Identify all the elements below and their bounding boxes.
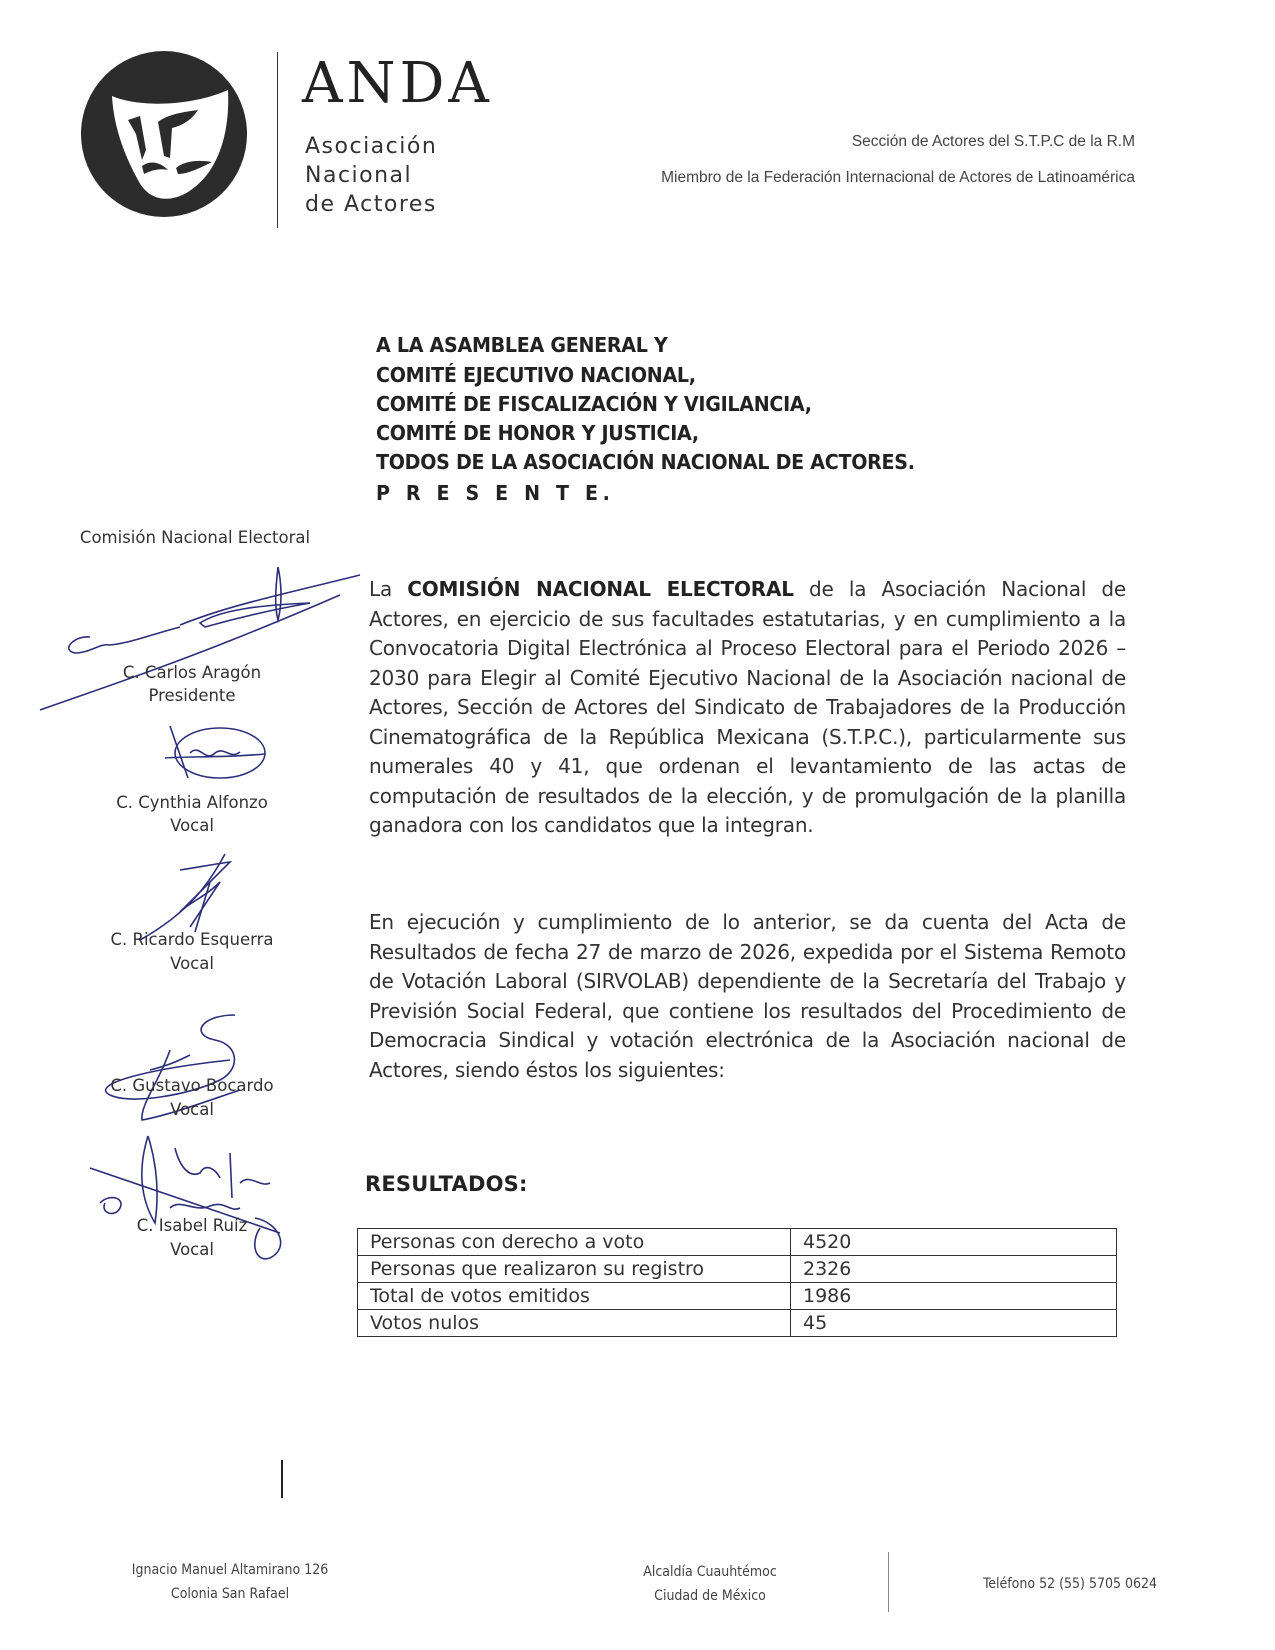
signature-cynthia-alfonzo: [30, 718, 340, 788]
signature-ricardo-esquerra: [30, 852, 340, 942]
footer-address: [100, 1558, 360, 1606]
margin-tick-mark: [281, 1460, 283, 1498]
results-table: [357, 1228, 1117, 1337]
addressee-line: TODOS DE LA ASOCIACIÓN NACIONAL DE ACTORES.: [376, 450, 915, 474]
member-role: Vocal: [170, 954, 214, 973]
member-role: Vocal: [170, 1100, 214, 1119]
table-row: [358, 1256, 1117, 1283]
footer-divider: [888, 1552, 889, 1612]
header-divider: [277, 52, 278, 228]
row-label: Total de votos emitidos: [358, 1283, 791, 1310]
body-paragraph-2: En ejecución y cumplimiento de lo anterior, se da cuenta del Acta de Resultados de fecha 27 de marzo de 2026, expedida por el Sistema Remoto de Votación Laboral (SIRVOLAB) dependiente de la Secretaría del Trabajo y Previsión Social Federal, que contiene los resultados del Procedimiento de Democracia Sindical y votación electrónica de la Asociación nacional de Actores, siendo éstos los siguientes:: [369, 910, 1126, 1082]
row-value: 45: [791, 1310, 1117, 1337]
body-paragraph-1: [369, 575, 1126, 841]
footer-address-line: Colonia San Rafael: [170, 1586, 290, 1602]
row-label: Personas con derecho a voto: [358, 1229, 791, 1256]
row-value: 4520: [791, 1229, 1117, 1256]
table-row: [358, 1229, 1117, 1256]
row-label: Personas que realizaron su registro: [358, 1256, 791, 1283]
footer-city-line: Ciudad de México: [654, 1588, 766, 1604]
member-name: C. Carlos Aragón: [122, 663, 262, 682]
paragraph-text: de la Asociación Nacional de Actores, en ejercicio de sus facultades estatutarias, y en cumplimiento a la Convocatoria Digital Electrónica al Proceso Electoral para el Periodo 2026 – 2030 para Elegir al Comité Ejecutivo Nacional de la Asociación nacional de Actores, Sección de Actores del Sindicato de Trabajadores de la Producción Cinematográfica de la República Mexicana (S.T.P.C.), particularmente sus numerales 40 y 41, que ordenan el levantamiento de las actas de computación de resultados de la elección, y de promulgación de la planilla ganadora con los candidatos que la integran.: [369, 577, 1127, 837]
row-value: 2326: [791, 1256, 1117, 1283]
row-label: Votos nulos: [358, 1310, 791, 1337]
row-value: 1986: [791, 1283, 1117, 1310]
org-name-line: Nacional: [305, 163, 413, 188]
federation-membership: Miembro de la Federación Internacional de Actores de Latinoamérica: [661, 169, 1135, 186]
commission-label: Comisión Nacional Electoral: [79, 528, 311, 547]
section-affiliation: Sección de Actores del S.T.P.C de la R.M: [851, 133, 1135, 150]
presente-line: P R E S E N T E.: [376, 481, 615, 505]
member-role: Presidente: [148, 686, 236, 705]
logo-wordmark: ANDA: [302, 51, 493, 116]
member-name: C. Cynthia Alfonzo: [116, 793, 268, 812]
paragraph-prefix: La: [369, 577, 408, 601]
commission-name-bold: COMISIÓN NACIONAL ELECTORAL: [407, 577, 794, 601]
member-name: C. Ricardo Esquerra: [110, 930, 274, 949]
addressee-line: COMITÉ EJECUTIVO NACIONAL,: [376, 363, 696, 387]
org-name-line: Asociación: [305, 134, 438, 159]
results-heading: RESULTADOS:: [365, 1172, 528, 1196]
member-role: Vocal: [170, 816, 214, 835]
footer-phone: Teléfono 52 (55) 5705 0624: [982, 1576, 1158, 1592]
anda-mask-logo: [80, 50, 248, 218]
footer-address-line: Ignacio Manuel Altamirano 126: [131, 1562, 329, 1578]
member-name: C. Isabel Ruíz: [136, 1216, 248, 1235]
footer-city: [560, 1560, 860, 1608]
member-name: C. Gustavo Bocardo: [110, 1076, 274, 1095]
member-role: Vocal: [170, 1240, 214, 1259]
addressee-line: A LA ASAMBLEA GENERAL Y: [376, 333, 668, 357]
footer-city-line: Alcaldía Cuauhtémoc: [643, 1564, 777, 1580]
table-row: [358, 1283, 1117, 1310]
org-name-line: de Actores: [305, 192, 437, 217]
addressee-line: COMITÉ DE FISCALIZACIÓN Y VIGILANCIA,: [376, 392, 812, 416]
addressee-line: COMITÉ DE HONOR Y JUSTICIA,: [376, 421, 699, 445]
table-row: [358, 1310, 1117, 1337]
